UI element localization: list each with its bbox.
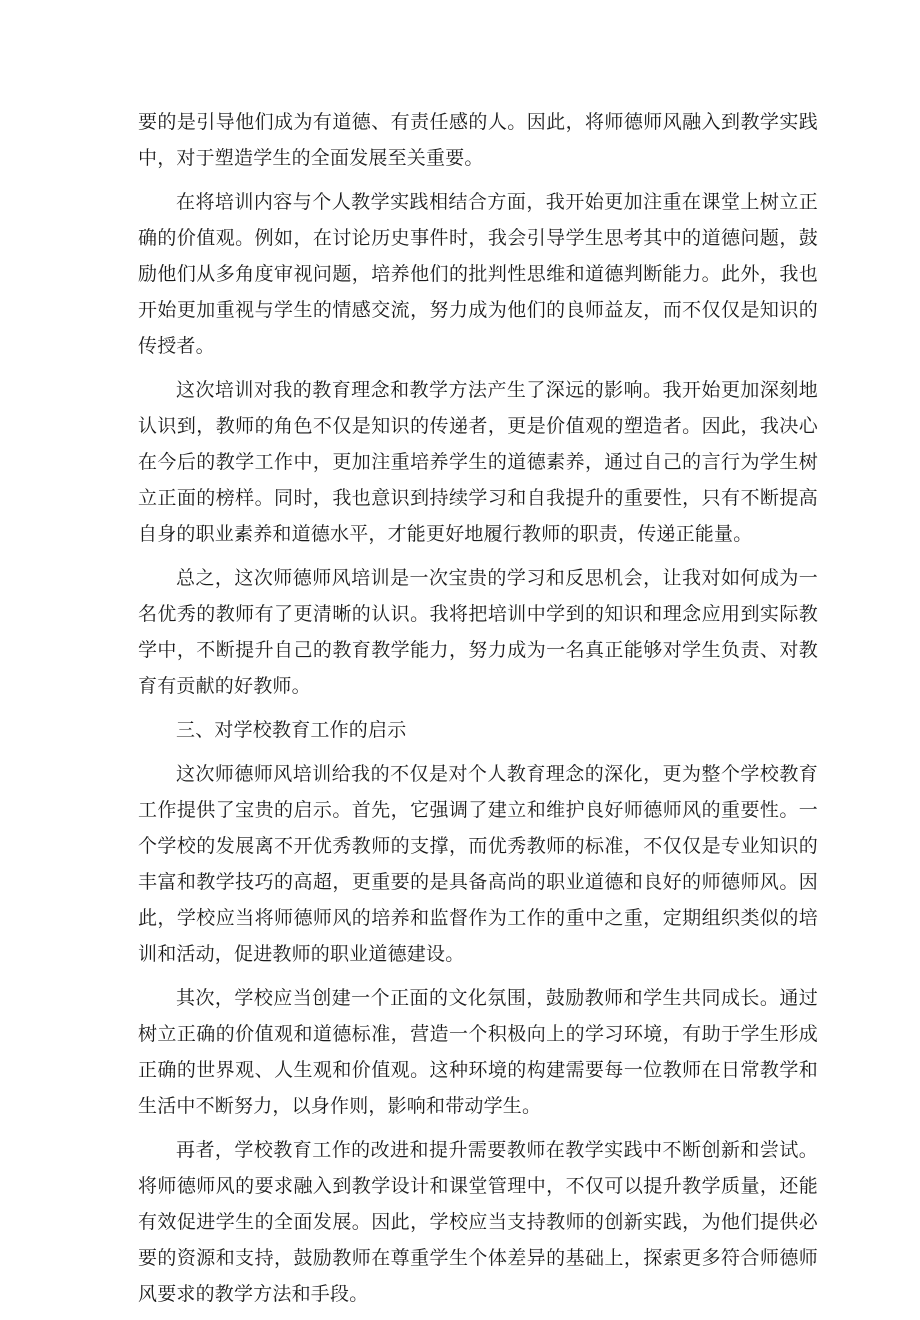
paragraph: 这次师德师风培训给我的不仅是对个人教育理念的深化，更为整个学校教育工作提供了宝贵的启示。首先，它强调了建立和维护良好师德师风的重要性。一个学校的发展离不开优秀教师的支撑，而优秀教师的标准，不仅仅是专业知识的丰富和教学技巧的高超，更重要的是具备高尚的职业道德和良好的师德师风。因此，学校应当将师德师风的培养和监督作为工作的重中之重，定期组织类似的培训和活动，促进教师的职业道德建设。 xyxy=(138,763,818,965)
paragraph: 这次培训对我的教育理念和教学方法产生了深远的影响。我开始更加深刻地认识到，教师的角色不仅是知识的传递者，更是价值观的塑造者。因此，我决心在今后的教学工作中，更加注重培养学生的道德素养，通过自己的言行为学生树立正面的榜样。同时，我也意识到持续学习和自我提升的重要性，只有不断提高自身的职业素养和道德水平，才能更好地履行教师的职责，传递正能量。 xyxy=(138,379,818,545)
paragraph-continuation: 要的是引导他们成为有道德、有责任感的人。因此，将师德师风融入到教学实践中，对于塑造学生的全面发展至关重要。 xyxy=(138,111,818,169)
paragraph: 再者，学校教育工作的改进和提升需要教师在教学实践中不断创新和尝试。将师德师风的要求融入到教学设计和课堂管理中，不仅可以提升教学质量，还能有效促进学生的全面发展。因此，学校应当支持教师的创新实践，为他们提供必要的资源和支持，鼓励教师在尊重学生个体差异的基础上，探索更多符合师德师风要求的教学方法和手段。 xyxy=(138,1139,818,1305)
section-heading: 三、对学校教育工作的启示 xyxy=(176,719,407,741)
document-body xyxy=(138,104,818,1320)
paragraph: 总之，这次师德师风培训是一次宝贵的学习和反思机会，让我对如何成为一名优秀的教师有了更清晰的认识。我将把培训中学到的知识和理念应用到实际教学中，不断提升自己的教育教学能力，努力成为一名真正能够对学生负责、对教育有贡献的好教师。 xyxy=(138,567,818,697)
paragraph: 其次，学校应当创建一个正面的文化氛围，鼓励教师和学生共同成长。通过树立正确的价值观和道德标准，营造一个积极向上的学习环境，有助于学生形成正确的世界观、人生观和价值观。这种环境的构建需要每一位教师在日常教学和生活中不断努力，以身作则，影响和带动学生。 xyxy=(138,987,818,1117)
paragraph: 在将培训内容与个人教学实践相结合方面，我开始更加注重在课堂上树立正确的价值观。例如，在讨论历史事件时，我会引导学生思考其中的道德问题，鼓励他们从多角度审视问题，培养他们的批判性思维和道德判断能力。此外，我也开始更加重视与学生的情感交流，努力成为他们的良师益友，而不仅仅是知识的传授者。 xyxy=(138,191,818,357)
